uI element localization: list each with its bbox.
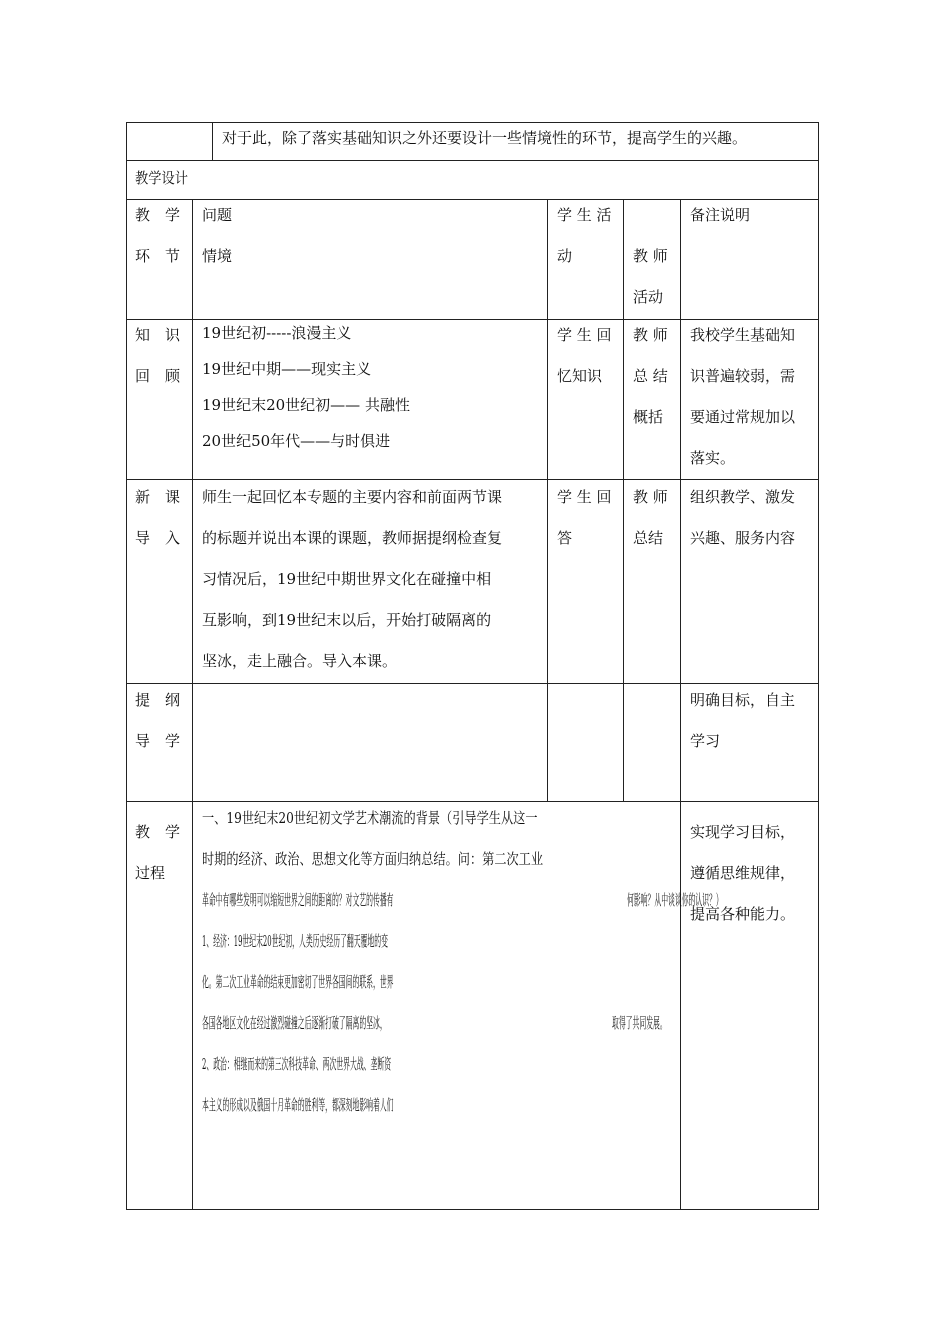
- column-divider: [623, 199, 624, 801]
- row-intro-content: 师生一起回忆本专题的主要内容和前面两节课 的标题并说出本课的课题，教师据提纲检查复 习情况后，19世纪中期世界文化在碰撞中相 互影响，到19世纪末以后，开始打破隔离的 坚冰，走上融合。导入本课。: [202, 488, 503, 670]
- column-divider: [547, 199, 548, 801]
- row-divider: [126, 160, 819, 161]
- column-divider: [192, 199, 193, 1210]
- row-outline-stage: 提 纲 导 学: [135, 691, 181, 750]
- section-title: 教学设计: [135, 169, 188, 187]
- header-teacher: 教 师 活动: [633, 247, 668, 306]
- row-review-note: 我校学生基础知 识普遍较弱，需 要通过常规加以 落实。: [690, 326, 796, 467]
- column-divider: [212, 122, 213, 160]
- row-process-note: 实现学习目标， 遵循思维规律， 提高各种能力。: [690, 823, 796, 923]
- row-review-content: 19世纪初-----浪漫主义 19世纪中期——现实主义 19世纪末20世纪初—— 共融性 20世纪50年代——与时俱进: [202, 324, 410, 450]
- row-process-content: 一、19世纪末20世纪初文学艺术潮流的背景（引导学生从这一 时期的经济、政治、思想文化等方面归纳总结。问：第二次工业 革命中有哪些发明可以缩短世界之间的距离的？对文艺的传播有 何影响？从中谈谈你的认识？） 1、经济：19世纪末20世纪初，人类历史经历了翻天覆地的变 化。第二次工业革命的结束更加密切了世界各国间的联系，世界 各国各地区文化在经过激烈碰撞之后逐渐打破了隔离的坚冰， 取得了共同发展。 2、政治：相继而来的第三次科技革命、两次世界大战、垄断资 本主义的形成以及俄国十月革命的胜利等，都深刻地影响着人们: [202, 809, 723, 1114]
- header-stage: 教 学 环 节: [135, 206, 181, 265]
- row-review-student: 学 生 回 忆知识: [557, 326, 612, 385]
- row-intro-note: 组织教学、激发 兴趣、服务内容: [690, 488, 796, 547]
- row-review-teacher: 教 师 总 结 概括: [633, 326, 668, 426]
- row-process-stage: 教 学 过程: [135, 823, 181, 882]
- row-intro-student: 学 生 回 答: [557, 488, 612, 547]
- row-outline-note: 明确目标，自主 学习: [690, 691, 796, 750]
- header-question: 问题 情境: [202, 206, 233, 265]
- header-note: 备注说明: [690, 206, 751, 224]
- row-intro-stage: 新 课 导 入: [135, 488, 181, 547]
- header-student: 学 生 活 动: [557, 206, 612, 265]
- top-row-text: 对于此，除了落实基础知识之外还要设计一些情境性的环节，提高学生的兴趣。: [222, 129, 748, 147]
- row-intro-teacher: 教 师 总结: [633, 488, 668, 547]
- row-review-stage: 知 识 回 顾: [135, 326, 181, 385]
